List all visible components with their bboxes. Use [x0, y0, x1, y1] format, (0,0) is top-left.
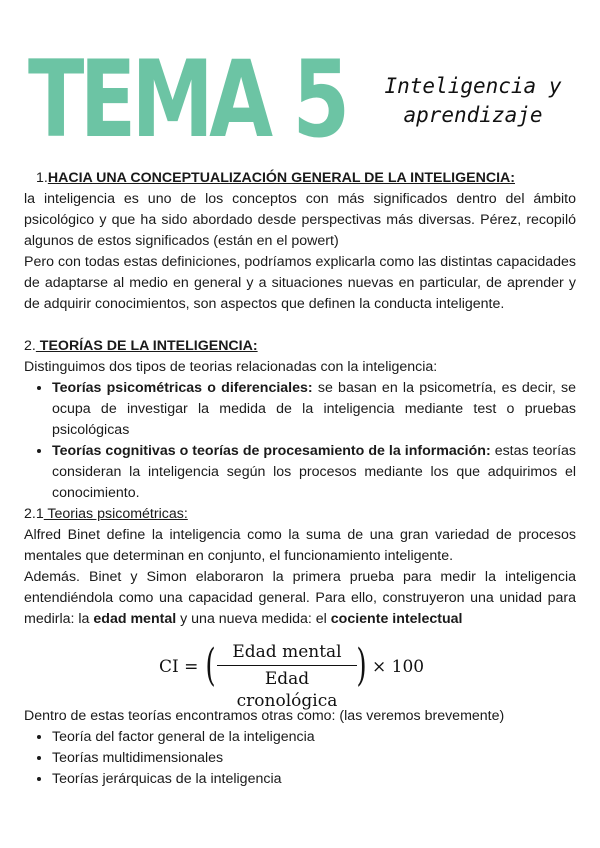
list-item — [52, 441, 576, 504]
formula-fraction — [217, 641, 357, 712]
other-theories-list — [24, 727, 576, 790]
term-cociente-intelectual: cociente intelectual — [330, 611, 463, 627]
right-paren: ) — [356, 640, 367, 691]
formula-lhs: CI = — [159, 657, 199, 677]
list-item-bold: Teorías cognitivas o teorías de procesamiento de la información: — [52, 443, 491, 459]
section-2-1-paragraph-1: Alfred Binet define la inteligencia como la suma de una gran variedad de procesos mentales que determinan en conjunto, el funcionamiento inteligente. — [24, 527, 576, 564]
tema-title: TEMA 5 — [28, 38, 346, 161]
formula-numerator: Edad mental — [232, 642, 342, 662]
ci-formula — [24, 630, 576, 711]
section-2-number: 2. — [24, 338, 36, 354]
other-theories-intro: Dentro de estas teorías encontramos otras como: (las veremos brevemente) — [24, 708, 505, 724]
list-item-text: se basan en la psicometría, es decir, se ocupa de investigar la medida de la inteligencia mediante test o pruebas psicológicas — [52, 380, 577, 438]
list-item: • Teoría del factor general de la inteligencia — [52, 727, 576, 748]
section-1-heading — [24, 168, 576, 189]
section-2-1-title: Teorias psicométricas: — [43, 506, 188, 522]
list-item: • Teorías jerárquicas de la inteligencia — [52, 769, 576, 790]
section-1-title: HACIA UNA CONCEPTUALIZACIÓN GENERAL DE LA INTELIGENCIA: — [47, 170, 515, 186]
list-item: • Teorías multidimensionales — [52, 748, 576, 769]
list-item-bold: Teorías psicométricas o diferenciales: — [52, 380, 313, 396]
subtitle — [378, 72, 568, 130]
section-2-1-number: 2.1 — [24, 506, 44, 522]
theory-type-list — [24, 378, 576, 504]
subtitle-line-2: aprendizaje — [403, 103, 543, 127]
formula-denominator: Edad cronológica — [236, 669, 338, 711]
section-2-intro: Distinguimos dos tipos de teorias relacionadas con la inteligencia: — [24, 359, 438, 375]
section-1-paragraph-2: Pero con todas estas definiciones, podríamos explicarla como las distintas capacidades de adaptarse al medio en general y a situaciones nuevas en particular, de aprender y de adquirir conocimientos, son aspectos que definen la conducta inteligente. — [24, 254, 576, 312]
section-1-paragraph-1: la inteligencia es uno de los conceptos con más significados dentro del ámbito psicológico y que ha sido abordado desde perspectivas más diversas. Pérez, recopiló algunos de estos significados (están en el powert) — [24, 191, 576, 249]
document-body — [24, 168, 576, 790]
fraction-bar — [217, 665, 357, 666]
section-2-1-heading — [24, 504, 576, 525]
section-2-title: TEORÍAS DE LA INTELIGENCIA: — [35, 338, 258, 354]
paragraph-text: Además. Binet y Simon elaboraron la primera prueba para medir la inteligencia entendiéndola como una capacidad general. Para ello, construyeron una unidad para medirla: la — [24, 569, 576, 627]
paragraph-text: y una nueva medida: el — [176, 611, 331, 627]
section-1-number: 1. — [36, 170, 48, 186]
left-paren: ( — [205, 640, 216, 691]
term-edad-mental: edad mental — [93, 611, 177, 627]
formula-rhs: × 100 — [372, 657, 425, 677]
list-item-text: estas teorías consideran la inteligencia según los procesos mediante los que adquirimos el conocimiento. — [52, 443, 577, 501]
spacer — [24, 315, 576, 336]
section-2-1-paragraph-2 — [24, 567, 576, 630]
section-2-heading — [24, 336, 576, 357]
list-item — [52, 378, 576, 441]
subtitle-line-1: Inteligencia y — [384, 74, 562, 98]
